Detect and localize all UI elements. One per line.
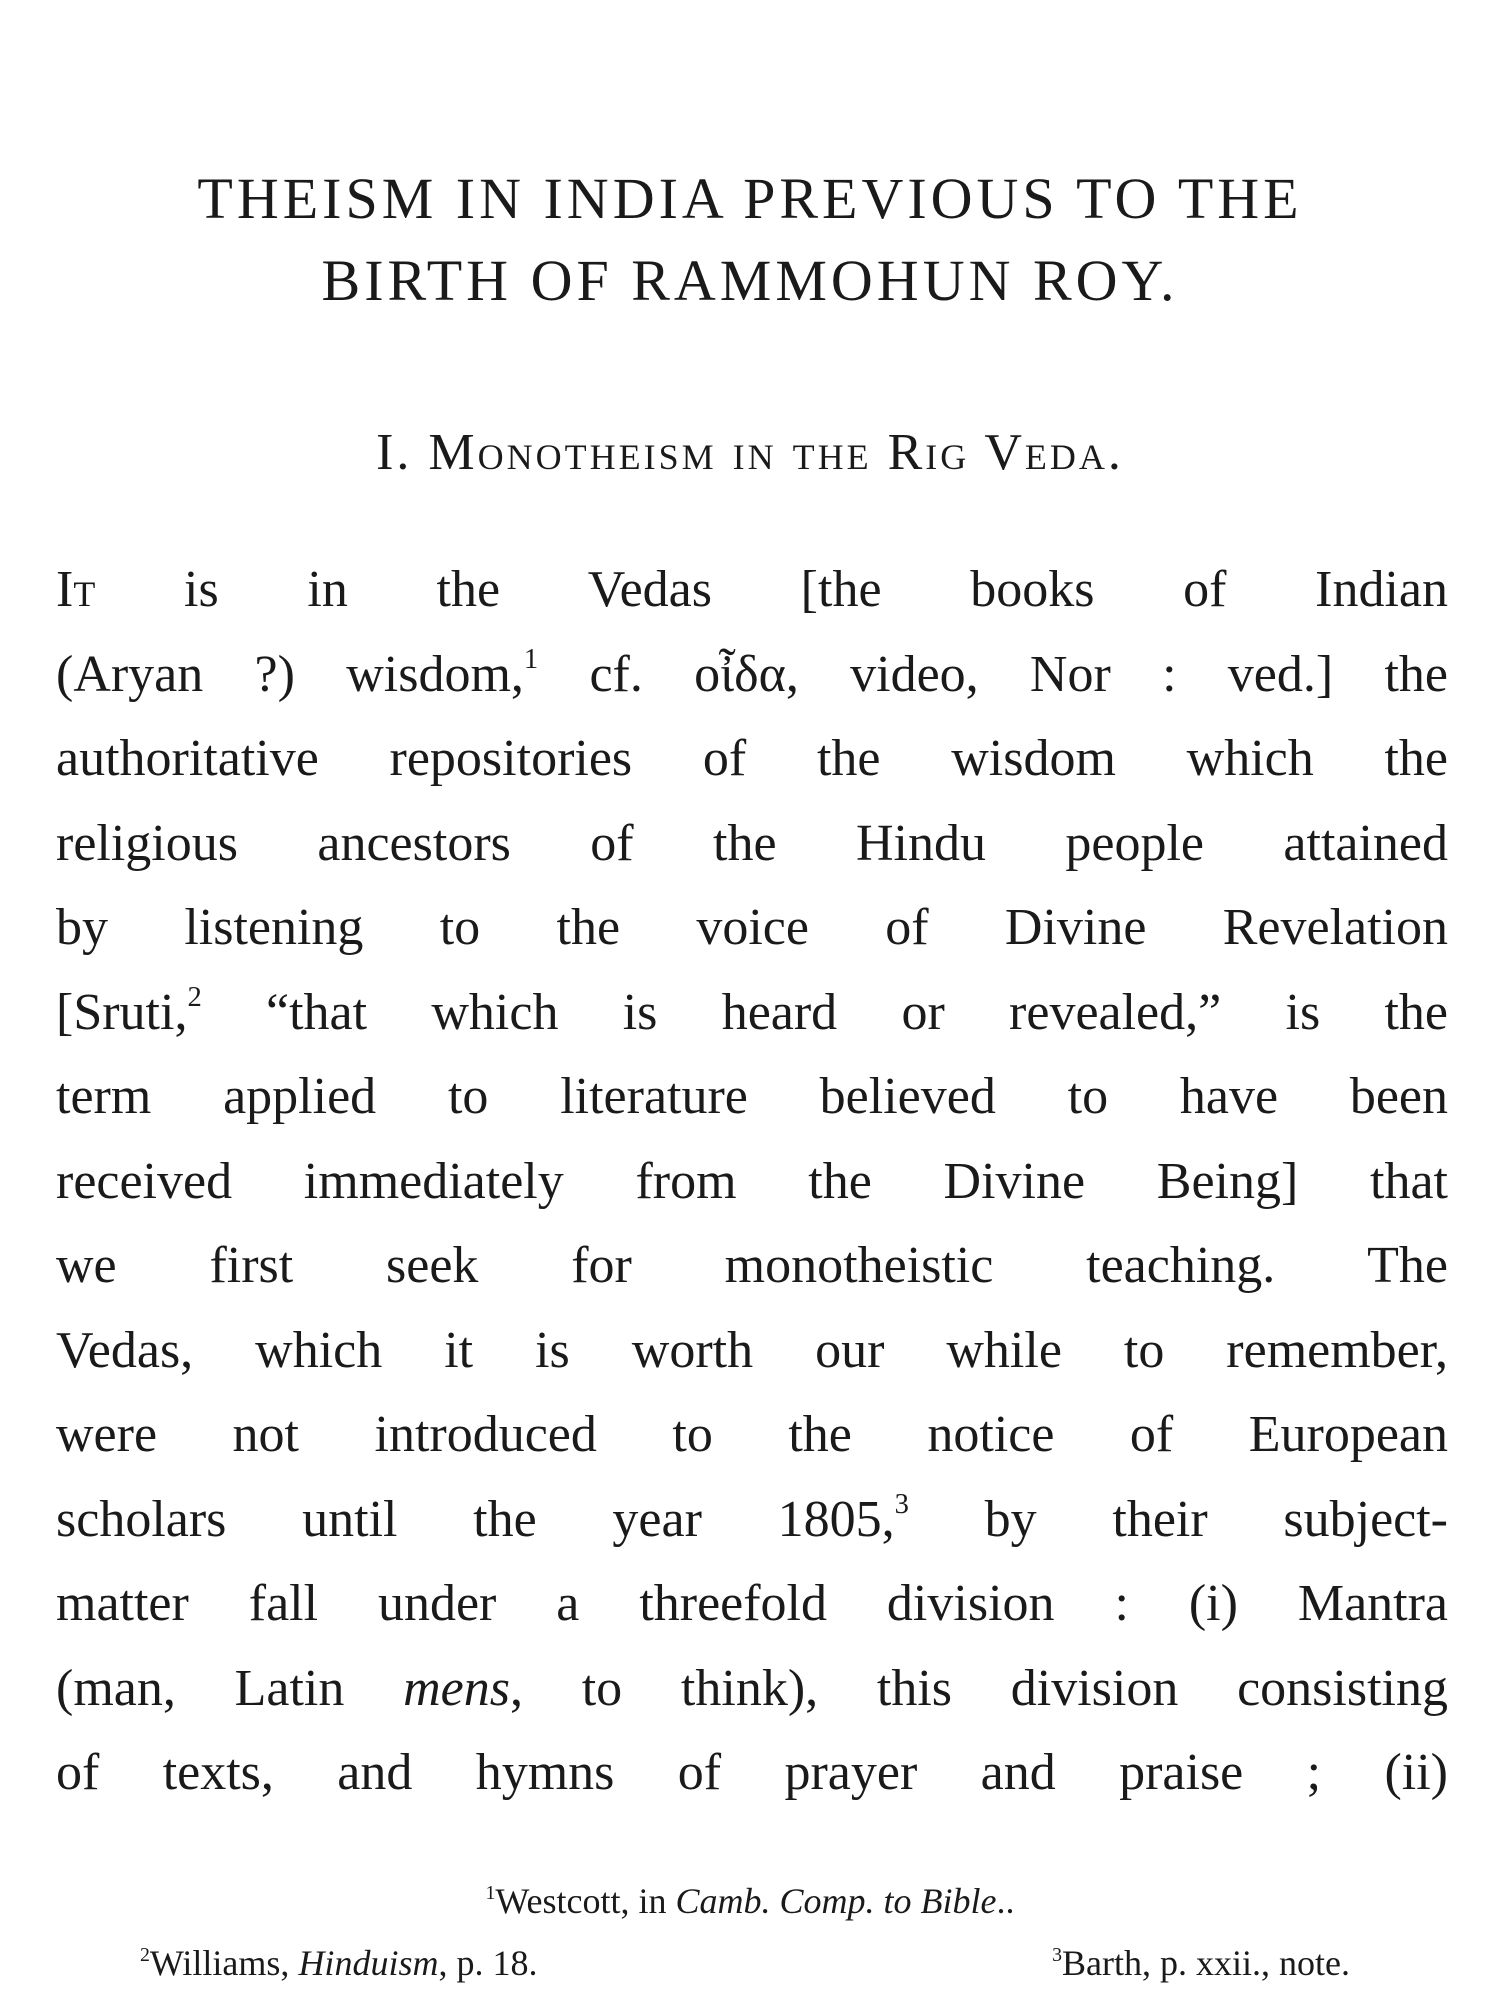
text-line: matter fall under a threefold division : (i) Mantra [56, 1575, 1448, 1632]
line-text: by their subject- [908, 1490, 1448, 1548]
footnote-number: 1 [485, 1882, 496, 1905]
section-title: Monotheism in the Rig Veda. [428, 424, 1124, 481]
text-line: of texts, and hymns of prayer and praise ; (ii) [56, 1744, 1448, 1801]
section-heading [0, 420, 1500, 486]
text-line [56, 1478, 1448, 1563]
text-line [56, 633, 1448, 718]
line-text: cf. οἶδα, video, Nor : ved.] the [538, 645, 1448, 703]
body-paragraph [56, 548, 1448, 1816]
text-line: by listening to the voice of Divine Revelation [56, 899, 1448, 956]
chapter-title-line-1: THEISM IN INDIA PREVIOUS TO THE [197, 166, 1303, 231]
footnote-text: Williams, [149, 1943, 299, 1983]
footnote-3 [1052, 1932, 1350, 1994]
footnote-number: 2 [140, 1944, 150, 1967]
footnote-text: Barth, p. xxii., note. [1062, 1943, 1350, 1983]
text-line: Vedas, which it is worth our while to remember, [56, 1321, 1448, 1379]
text-line: we first seek for monotheistic teaching. The [56, 1237, 1448, 1294]
footnote-citation: Hinduism [298, 1943, 439, 1983]
text-line: authoritative repositories of the wisdom which the [56, 730, 1448, 787]
footnote-text: .. [996, 1881, 1015, 1921]
footnote-ref: 1 [523, 643, 539, 675]
text-line: religious ancestors of the Hindu people attained [56, 814, 1448, 872]
section-number: I. [376, 424, 413, 481]
italic-term: mens [403, 1659, 510, 1717]
text-line: received immediately from the Divine Being] that [56, 1152, 1448, 1210]
line-text: “that which is heard or revealed,” is the [201, 983, 1448, 1041]
chapter-title [0, 158, 1500, 322]
line-text: scholars until the year 1805, [56, 1490, 895, 1548]
line-text: , to think), this division consisting [509, 1659, 1448, 1717]
line-text: (man, Latin [56, 1659, 404, 1717]
text-line: term applied to literature believed to have been [56, 1068, 1448, 1125]
footnote-2 [140, 1932, 537, 1994]
line-text: (Aryan ?) wisdom, [56, 645, 524, 703]
text-line [56, 1647, 1448, 1732]
text-line [56, 548, 1448, 633]
footnote-text: Westcott, in [495, 1881, 676, 1921]
chapter-title-line-2: BIRTH OF RAMMOHUN ROY. [321, 248, 1179, 313]
footnote-text: , p. 18. [438, 1943, 538, 1983]
text-line [56, 971, 1448, 1056]
drop-word: It [56, 561, 96, 618]
line-text: is in the Vedas [the books of Indian [95, 561, 1448, 618]
footnote-citation: Camb. Comp. to Bible [675, 1881, 997, 1921]
footnotes [0, 1870, 1500, 1994]
line-text: [Sruti, [56, 983, 188, 1041]
footnote-1 [0, 1870, 1500, 1932]
footnote-ref: 3 [894, 1488, 909, 1520]
footnote-number: 3 [1052, 1944, 1063, 1967]
text-line: were not introduced to the notice of European [56, 1406, 1448, 1463]
footnote-ref: 2 [187, 981, 202, 1013]
footnote-row [0, 1932, 1500, 1994]
